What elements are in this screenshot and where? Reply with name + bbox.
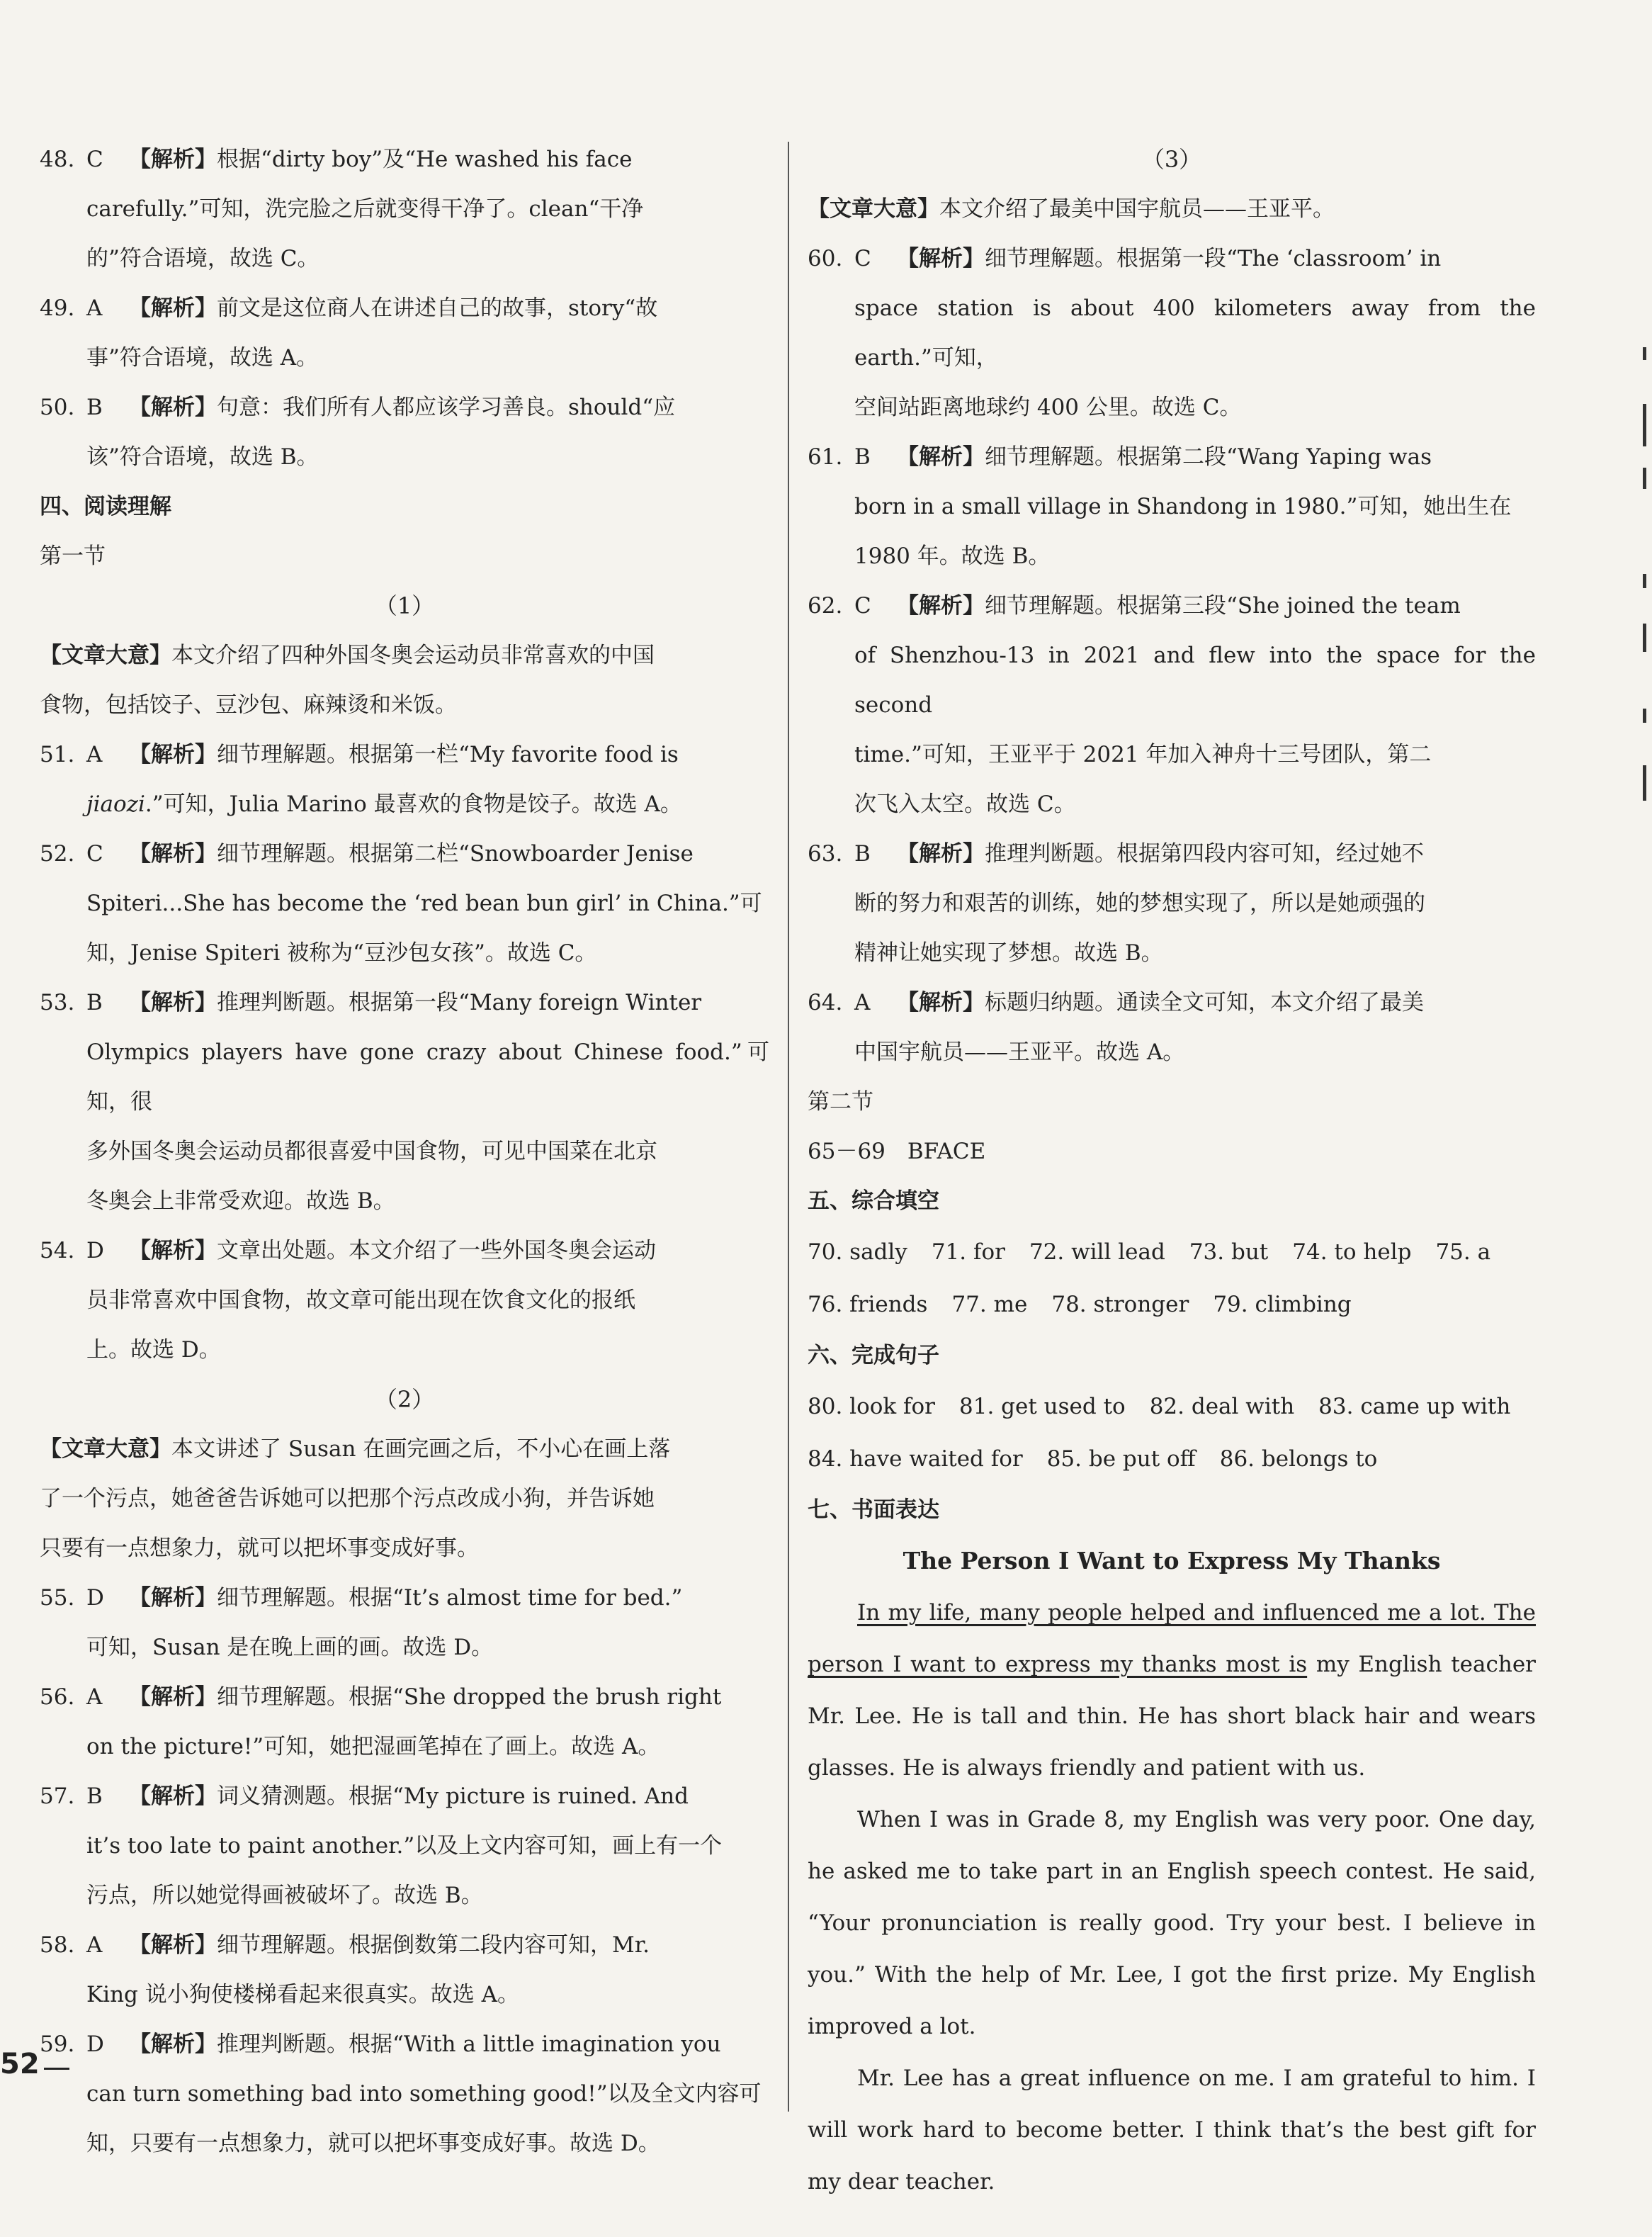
right-column bbox=[808, 135, 1536, 2208]
answer-number: 54. bbox=[40, 1238, 75, 1263]
edge-mark bbox=[1643, 709, 1646, 723]
answer-number: 50. bbox=[40, 395, 75, 420]
sentence-answer: 85. be put off bbox=[1046, 1446, 1196, 1472]
answer-body bbox=[86, 1920, 769, 1970]
answer-letter: B bbox=[854, 444, 871, 470]
answer-item bbox=[40, 2019, 769, 2069]
passage-label: （2） bbox=[374, 1386, 435, 1413]
page-number: 52 bbox=[0, 2048, 40, 2080]
answer-letter: D bbox=[86, 1585, 104, 1611]
answer-continuation: 的”符合语境，故选 C。 bbox=[86, 246, 319, 271]
analysis-tag: 【解析】 bbox=[129, 841, 217, 867]
answer-body bbox=[86, 730, 769, 779]
edge-mark bbox=[1643, 347, 1646, 360]
answer-text: 根据“dirty boy”及“He washed his face bbox=[217, 147, 633, 172]
answer-item bbox=[40, 1920, 769, 1970]
answer-number: 62. bbox=[808, 593, 843, 619]
answer-item bbox=[40, 1226, 769, 1275]
answer-number: 63. bbox=[808, 841, 843, 867]
fill-answer: 72. will lead bbox=[1029, 1239, 1165, 1265]
answer-body bbox=[854, 978, 1536, 1027]
answer-letter: B bbox=[854, 841, 871, 867]
section-heading: 五、综合填空 bbox=[808, 1188, 939, 1214]
answer-continuation: 事”符合语境，故选 A。 bbox=[86, 345, 319, 371]
edge-mark bbox=[1643, 624, 1646, 652]
answer-body bbox=[854, 234, 1536, 283]
answer-letter: B bbox=[86, 990, 103, 1015]
summary-line bbox=[40, 1523, 769, 1573]
analysis-tag: 【解析】 bbox=[129, 147, 217, 172]
answer-number: 64. bbox=[808, 990, 843, 1015]
answer-letter: A bbox=[854, 990, 871, 1015]
essay-paragraph bbox=[808, 1587, 1536, 1794]
answer-item bbox=[40, 978, 769, 1027]
analysis-tag: 【解析】 bbox=[129, 742, 217, 767]
analysis-tag: 【解析】 bbox=[129, 1684, 217, 1710]
italic-word: jiaozi bbox=[86, 791, 145, 817]
answer-body bbox=[86, 283, 769, 333]
section-heading: 四、阅读理解 bbox=[40, 494, 171, 519]
answer-continuation: 1980 年。故选 B。 bbox=[854, 543, 1051, 569]
answer-item bbox=[40, 383, 769, 432]
answer-item bbox=[808, 581, 1536, 631]
answer-text: 细节理解题。根据“She dropped the brush right bbox=[217, 1684, 722, 1710]
answer-number: 56. bbox=[40, 1684, 75, 1710]
section-heading: 六、完成句子 bbox=[808, 1343, 939, 1368]
answer-item bbox=[40, 283, 769, 333]
sentence-answer: 84. have waited for bbox=[808, 1446, 1023, 1472]
answer-continuation: King 说小狗使楼梯看起来很真实。故选 A。 bbox=[86, 1982, 519, 2007]
answer-number: 53. bbox=[40, 990, 75, 1015]
answer-number: 60. bbox=[808, 246, 843, 271]
summary-line bbox=[40, 680, 769, 730]
answer-item bbox=[808, 234, 1536, 283]
answer-letter: D bbox=[86, 1238, 104, 1263]
answer-item bbox=[40, 829, 769, 879]
answer-text: 句意：我们所有人都应该学习善良。should“应 bbox=[217, 395, 676, 420]
answer-number: 59. bbox=[40, 2032, 75, 2057]
answer-continuation: Spiteri...She has become the ‘red bean bun girl’ in China.”可 bbox=[86, 891, 762, 916]
answer-item bbox=[808, 829, 1536, 879]
answer-letter: C bbox=[854, 593, 871, 619]
answer-continuation: 断的努力和艰苦的训练，她的梦想实现了，所以是她顽强的 bbox=[854, 891, 1425, 916]
answer-continuation: 精神让她实现了梦想。故选 B。 bbox=[854, 940, 1163, 966]
answer-text: 推理判断题。根据“With a little imagination you bbox=[217, 2032, 721, 2057]
summary-text: 本文介绍了最美中国宇航员——王亚平。 bbox=[939, 196, 1335, 222]
answer-text: 细节理解题。根据第三段“She joined the team bbox=[985, 593, 1461, 619]
answer-body bbox=[854, 829, 1536, 879]
summary-text: 只要有一点想象力，就可以把坏事变成好事。 bbox=[40, 1536, 479, 1561]
answer-letter: D bbox=[86, 2032, 104, 2057]
analysis-tag: 【解析】 bbox=[129, 990, 217, 1015]
answer-continuation: Olympics players have gone crazy about Chinese food.”可知，很 bbox=[86, 1039, 769, 1115]
answer-text: 推理判断题。根据第一段“Many foreign Winter bbox=[217, 990, 702, 1015]
part-two-answer: 65－69 BFACE bbox=[808, 1139, 986, 1164]
answer-continuation: 次飞入太空。故选 C。 bbox=[854, 791, 1076, 817]
sentence-answer: 86. belongs to bbox=[1219, 1446, 1378, 1472]
summary-line bbox=[808, 184, 1536, 234]
answer-item bbox=[808, 978, 1536, 1027]
answer-continuation: 多外国冬奥会运动员都很喜爱中国食物，可见中国菜在北京 bbox=[86, 1139, 657, 1164]
answer-letter: B bbox=[86, 1784, 103, 1809]
answer-body bbox=[86, 1672, 769, 1722]
analysis-tag: 【解析】 bbox=[897, 444, 985, 470]
sentence-answer-row bbox=[808, 1433, 1536, 1485]
answer-continuation: 上。故选 D。 bbox=[86, 1337, 221, 1363]
edge-mark bbox=[1643, 574, 1646, 588]
fill-answer: 75. a bbox=[1435, 1239, 1491, 1265]
answer-text: 标题归纳题。通读全文可知，本文介绍了最美 bbox=[985, 990, 1424, 1015]
summary-text: 了一个污点，她爸爸告诉她可以把那个污点改成小狗，并告诉她 bbox=[40, 1486, 655, 1511]
answer-continuation: 可知，Susan 是在晚上画的画。故选 D。 bbox=[86, 1635, 494, 1660]
answer-number: 58. bbox=[40, 1932, 75, 1958]
answer-item bbox=[40, 1672, 769, 1722]
essay-underlined: In my life, many people helped and influenced me a lot. The bbox=[857, 1600, 1536, 1625]
answer-continuation: space station is about 400 kilometers away from the earth.”可知， bbox=[854, 295, 1536, 371]
answer-body bbox=[86, 1573, 769, 1623]
summary-tag: 【文章大意】 bbox=[40, 643, 171, 668]
fill-answer: 76. friends bbox=[808, 1292, 928, 1317]
answer-text: 细节理解题。根据“It’s almost time for bed.” bbox=[217, 1585, 683, 1611]
page-number-dash bbox=[44, 2068, 69, 2070]
summary-text: 本文介绍了四种外国冬奥会运动员非常喜欢的中国 bbox=[171, 643, 655, 668]
answer-text: 词义猜测题。根据“My picture is ruined. And bbox=[217, 1784, 689, 1809]
answer-number: 52. bbox=[40, 841, 75, 867]
answer-letter: A bbox=[86, 295, 103, 321]
analysis-tag: 【解析】 bbox=[129, 395, 217, 420]
answer-letter: A bbox=[86, 1684, 103, 1710]
answer-continuation: 冬奥会上非常受欢迎。故选 B。 bbox=[86, 1188, 395, 1214]
answer-continuation: of Shenzhou-13 in 2021 and flew into the space for the second bbox=[854, 643, 1536, 718]
fill-answer: 78. stronger bbox=[1051, 1292, 1189, 1317]
answer-continuation: it’s too late to paint another.”以及上文内容可知，画上有一个 bbox=[86, 1833, 723, 1859]
answer-body bbox=[86, 1226, 769, 1275]
analysis-tag: 【解析】 bbox=[129, 1585, 217, 1611]
answer-letter: C bbox=[86, 841, 103, 867]
answer-item bbox=[40, 1771, 769, 1821]
answer-body bbox=[86, 2019, 769, 2069]
analysis-tag: 【解析】 bbox=[129, 295, 217, 321]
answer-text: 细节理解题。根据第一栏“My favorite food is bbox=[217, 742, 679, 767]
answer-continuation: can turn something bad into something good!”以及全文内容可 bbox=[86, 2081, 762, 2107]
fill-answer: 73. but bbox=[1189, 1239, 1269, 1265]
essay-paragraph: Mr. Lee has a great influence on me. I am grateful to him. I will work hard to become better. I think that’s the best gift for my dear teacher. bbox=[808, 2066, 1536, 2194]
summary-tag: 【文章大意】 bbox=[808, 196, 939, 222]
answer-text: 文章出处题。本文介绍了一些外国冬奥会运动 bbox=[217, 1238, 656, 1263]
answer-continuation: jiaozi.”可知，Julia Marino 最喜欢的食物是饺子。故选 A。 bbox=[86, 791, 682, 817]
answer-body bbox=[86, 829, 769, 879]
answer-body bbox=[86, 978, 769, 1027]
answer-body bbox=[86, 135, 769, 184]
summary-line bbox=[40, 631, 769, 680]
answer-number: 61. bbox=[808, 444, 843, 470]
left-column bbox=[40, 135, 769, 2168]
sentence-answer: 83. came up with bbox=[1318, 1394, 1511, 1419]
analysis-tag: 【解析】 bbox=[897, 990, 985, 1015]
answer-continuation: 知，Jenise Spiteri 被称为“豆沙包女孩”。故选 C。 bbox=[86, 940, 597, 966]
answer-continuation: 员非常喜欢中国食物，故文章可能出现在饮食文化的报纸 bbox=[86, 1287, 635, 1313]
answer-text: 细节理解题。根据倒数第二段内容可知，Mr. bbox=[217, 1932, 650, 1958]
fill-answer: 70. sadly bbox=[808, 1239, 907, 1265]
essay-underlined: person I want to express my thanks most is bbox=[808, 1652, 1308, 1677]
answer-letter: C bbox=[854, 246, 871, 271]
sentence-answer: 80. look for bbox=[808, 1394, 935, 1419]
analysis-tag: 【解析】 bbox=[129, 1932, 217, 1958]
analysis-tag: 【解析】 bbox=[129, 2032, 217, 2057]
answer-body bbox=[854, 432, 1536, 482]
edge-mark bbox=[1643, 468, 1646, 489]
summary-text: 食物，包括饺子、豆沙包、麻辣烫和米饭。 bbox=[40, 692, 457, 718]
fill-answer-row bbox=[808, 1278, 1536, 1331]
answer-continuation: 空间站距离地球约 400 公里。故选 C。 bbox=[854, 395, 1242, 420]
answer-item bbox=[40, 730, 769, 779]
answer-letter: A bbox=[86, 1932, 103, 1958]
answer-body bbox=[86, 383, 769, 432]
sentence-answer: 82. deal with bbox=[1149, 1394, 1295, 1419]
sentence-answer: 81. get used to bbox=[959, 1394, 1126, 1419]
analysis-tag: 【解析】 bbox=[129, 1784, 217, 1809]
answer-number: 51. bbox=[40, 742, 75, 767]
answer-body bbox=[854, 581, 1536, 631]
answer-item bbox=[40, 1573, 769, 1623]
answer-item bbox=[40, 135, 769, 184]
essay-text: my English teacher Mr. Lee. He is tall and thin. He has short black hair and wears glasses. He is always friendly and patient with us. bbox=[808, 1652, 1536, 1781]
answer-number: 57. bbox=[40, 1784, 75, 1809]
part-heading: 第一节 bbox=[40, 543, 106, 569]
answer-number: 48. bbox=[40, 147, 75, 172]
essay-paragraph: When I was in Grade 8, my English was very poor. One day, he asked me to take part in an English speech contest. He said, “Your pronunciation is really good. Try your best. I believe in you.” With the help of Mr. Lee, I got the first prize. My English improved a lot. bbox=[808, 1807, 1536, 2039]
answer-number: 49. bbox=[40, 295, 75, 321]
sentence-answer-row bbox=[808, 1380, 1536, 1433]
section-heading: 七、书面表达 bbox=[808, 1497, 939, 1523]
answer-continuation: 中国宇航员——王亚平。故选 A。 bbox=[854, 1039, 1185, 1065]
answer-text: 细节理解题。根据第二段“Wang Yaping was bbox=[985, 444, 1432, 470]
answer-letter: B bbox=[86, 395, 103, 420]
answer-continuation: 该”符合语境，故选 B。 bbox=[86, 444, 319, 470]
answer-continuation: time.”可知，王亚平于 2021 年加入神舟十三号团队，第二 bbox=[854, 742, 1432, 767]
summary-line bbox=[40, 1424, 769, 1474]
answer-text: 推理判断题。根据第四段内容可知，经过她不 bbox=[985, 841, 1424, 867]
answer-number: 55. bbox=[40, 1585, 75, 1611]
edge-mark bbox=[1643, 404, 1646, 446]
answer-letter: C bbox=[86, 147, 103, 172]
part-heading: 第二节 bbox=[808, 1089, 873, 1115]
answer-item bbox=[808, 432, 1536, 482]
column-divider bbox=[788, 142, 789, 2112]
passage-label: （3） bbox=[1141, 146, 1202, 173]
answer-letter: A bbox=[86, 742, 103, 767]
answer-continuation: carefully.”可知，洗完脸之后就变得干净了。clean“干净 bbox=[86, 196, 644, 222]
answer-text: 细节理解题。根据第一段“The ‘classroom’ in bbox=[985, 246, 1442, 271]
summary-line bbox=[40, 1474, 769, 1523]
fill-answer: 74. to help bbox=[1292, 1239, 1412, 1265]
answer-text: 细节理解题。根据第二栏“Snowboarder Jenise bbox=[217, 841, 694, 867]
fill-answer: 71. for bbox=[931, 1239, 1005, 1265]
answer-continuation: 知，只要有一点想象力，就可以把坏事变成好事。故选 D。 bbox=[86, 2131, 660, 2156]
answer-continuation: born in a small village in Shandong in 1980.”可知，她出生在 bbox=[854, 494, 1512, 519]
analysis-tag: 【解析】 bbox=[897, 246, 985, 271]
summary-tag: 【文章大意】 bbox=[40, 1436, 171, 1462]
analysis-tag: 【解析】 bbox=[897, 841, 985, 867]
edge-mark bbox=[1643, 765, 1646, 801]
analysis-tag: 【解析】 bbox=[129, 1238, 217, 1263]
analysis-tag: 【解析】 bbox=[897, 593, 985, 619]
answer-continuation: 污点，所以她觉得画被破坏了。故选 B。 bbox=[86, 1883, 483, 1908]
fill-answer-row bbox=[808, 1226, 1536, 1278]
fill-answer: 79. climbing bbox=[1213, 1292, 1352, 1317]
summary-text: 本文讲述了 Susan 在画完画之后，不小心在画上落 bbox=[171, 1436, 671, 1462]
fill-answer: 77. me bbox=[951, 1292, 1028, 1317]
answer-continuation: on the picture!”可知，她把湿画笔掉在了画上。故选 A。 bbox=[86, 1734, 660, 1759]
passage-label: （1） bbox=[374, 592, 435, 619]
answer-text: 前文是这位商人在讲述自己的故事，story“故 bbox=[217, 295, 658, 321]
essay-title: The Person I Want to Express My Thanks bbox=[903, 1547, 1441, 1574]
answer-body bbox=[86, 1771, 769, 1821]
